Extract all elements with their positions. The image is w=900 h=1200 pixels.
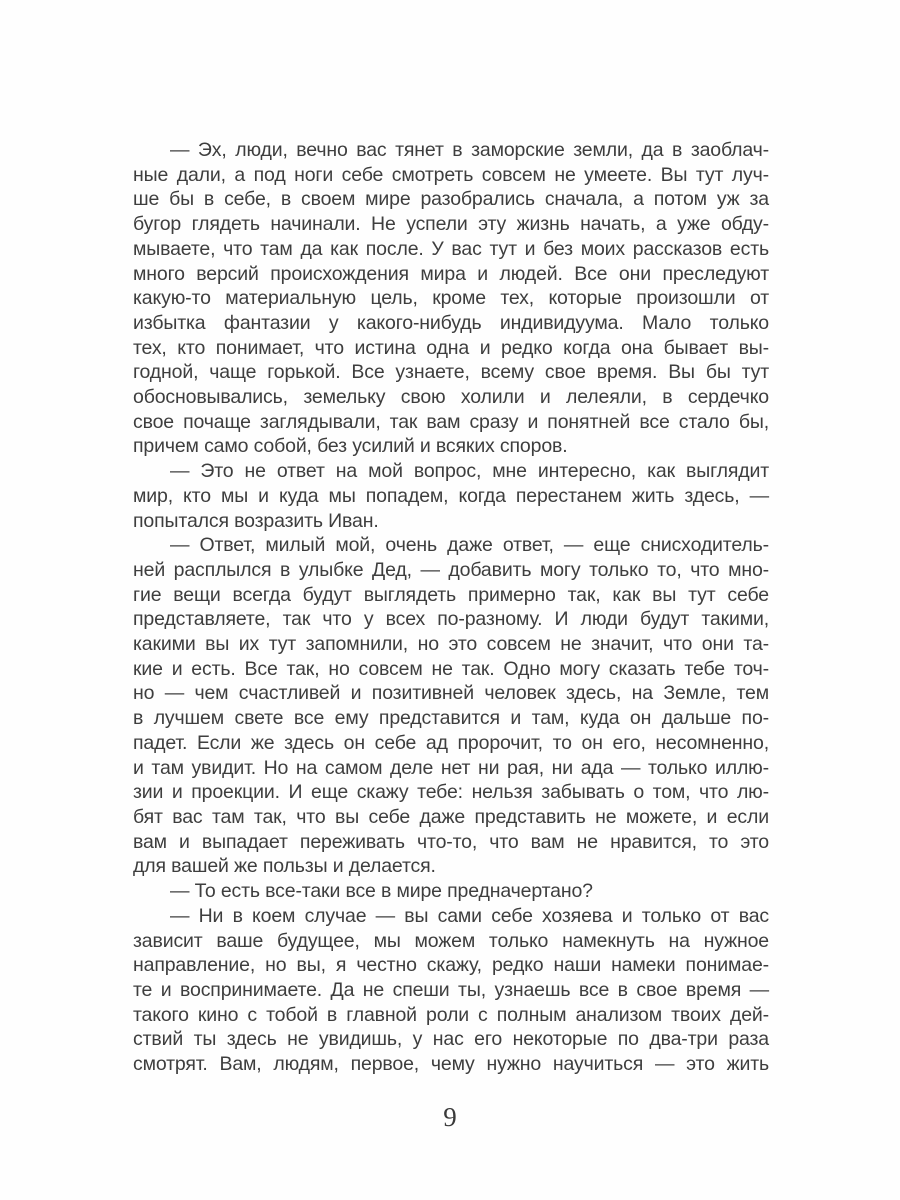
text-line: свое почаще заглядывали, так вам сразу и понятней все стало бы, — [133, 410, 769, 433]
text-line: в лучшем свете все ему представится и там, куда он дальше по- — [133, 707, 769, 730]
text-line: какую-то материальную цель, кроме тех, которые произошли от — [133, 287, 769, 310]
text-line: причем само собой, без усилий и всяких споров. — [133, 435, 568, 458]
text-line: гие вещи всегда будут выглядеть примерно так, как вы тут себе — [133, 583, 769, 606]
text-line: и там увидит. Но на самом деле нет ни рая, ни ада — только иллю- — [133, 756, 769, 779]
text-line: для вашей же пользы и делается. — [133, 855, 436, 878]
text-line: — То есть все-таки все в мире предначертано? — [170, 880, 593, 903]
text-line: вам и выпадает переживать что-то, что вам не нравится, то это — [133, 830, 769, 853]
page-text — [133, 138, 769, 1077]
text-line: представляете, так что у всех по-разному. И люди будут такими, — [133, 608, 769, 631]
text-line: ствий ты здесь не увидишь, у нас его некоторые по два-три раза — [133, 1028, 769, 1051]
text-line: годной, чаще горькой. Все узнаете, всему свое время. Вы бы тут — [133, 361, 769, 384]
text-line: ные дали, а под ноги себе смотреть совсем не умеете. Вы тут луч- — [133, 163, 769, 186]
text-line: но — чем счастливей и позитивней человек здесь, на Земле, тем — [133, 682, 769, 705]
text-line: — Ни в коем случае — вы сами себе хозяева и только от вас — [170, 904, 769, 927]
text-line: мываете, что там да как после. У вас тут и без моих рассказов есть — [133, 237, 769, 260]
text-line: направление, но вы, я честно скажу, редко наши намеки понимае- — [133, 954, 769, 977]
text-line: ше бы в себе, в своем мире разобрались сначала, а потом уж за — [133, 188, 769, 211]
text-line: какими вы их тут запомнили, но это совсем не значит, что они та- — [133, 633, 769, 656]
text-line: те и воспринимаете. Да не спеши ты, узнаешь все в свое время — — [133, 978, 769, 1001]
text-line: падет. Если же здесь он себе ад пророчит, то он его, несомненно, — [133, 731, 769, 754]
text-line: — Эх, люди, вечно вас тянет в заморские земли, да в заоблач- — [170, 139, 769, 161]
text-line: обосновывались, земельку свою холили и лелеяли, в сердечко — [133, 386, 769, 409]
text-line: — Это не ответ на мой вопрос, мне интересно, как выглядит — [170, 460, 769, 483]
text-line: много версий происхождения мира и людей. Все они преследуют — [133, 262, 769, 285]
text-line: избытка фантазии у какого-нибудь индивидуума. Мало только — [133, 311, 769, 334]
text-line: бугор глядеть начинали. Не успели эту жизнь начать, а уже обду- — [133, 213, 769, 236]
page-number: 9 — [443, 1102, 457, 1132]
text-line: зии и проекции. И еще скажу тебе: нельзя забывать о том, что лю- — [133, 781, 769, 804]
text-line: мир, кто мы и куда мы попадем, когда перестанем жить здесь, — — [133, 484, 769, 507]
text-line: ней расплылся в улыбке Дед, — добавить могу только то, что мно- — [133, 558, 769, 581]
text-line: тех, кто понимает, что истина одна и редко когда она бывает вы- — [133, 336, 769, 359]
text-line: такого кино с тобой в главной роли с полным анализом твоих дей- — [133, 1003, 769, 1026]
text-line: бят вас там так, что вы себе даже представить не можете, и если — [133, 805, 769, 828]
text-line: попытался возразить Иван. — [133, 509, 379, 532]
text-line: смотрят. Вам, людям, первое, чему нужно научиться — это жить — [133, 1053, 769, 1076]
text-line: кие и есть. Все так, но совсем не так. Одно могу сказать тебе точ- — [133, 657, 769, 680]
text-line: — Ответ, милый мой, очень даже ответ, — еще снисходитель- — [170, 534, 769, 557]
text-line: зависит ваше будущее, мы можем только намекнуть на нужное — [133, 929, 769, 952]
